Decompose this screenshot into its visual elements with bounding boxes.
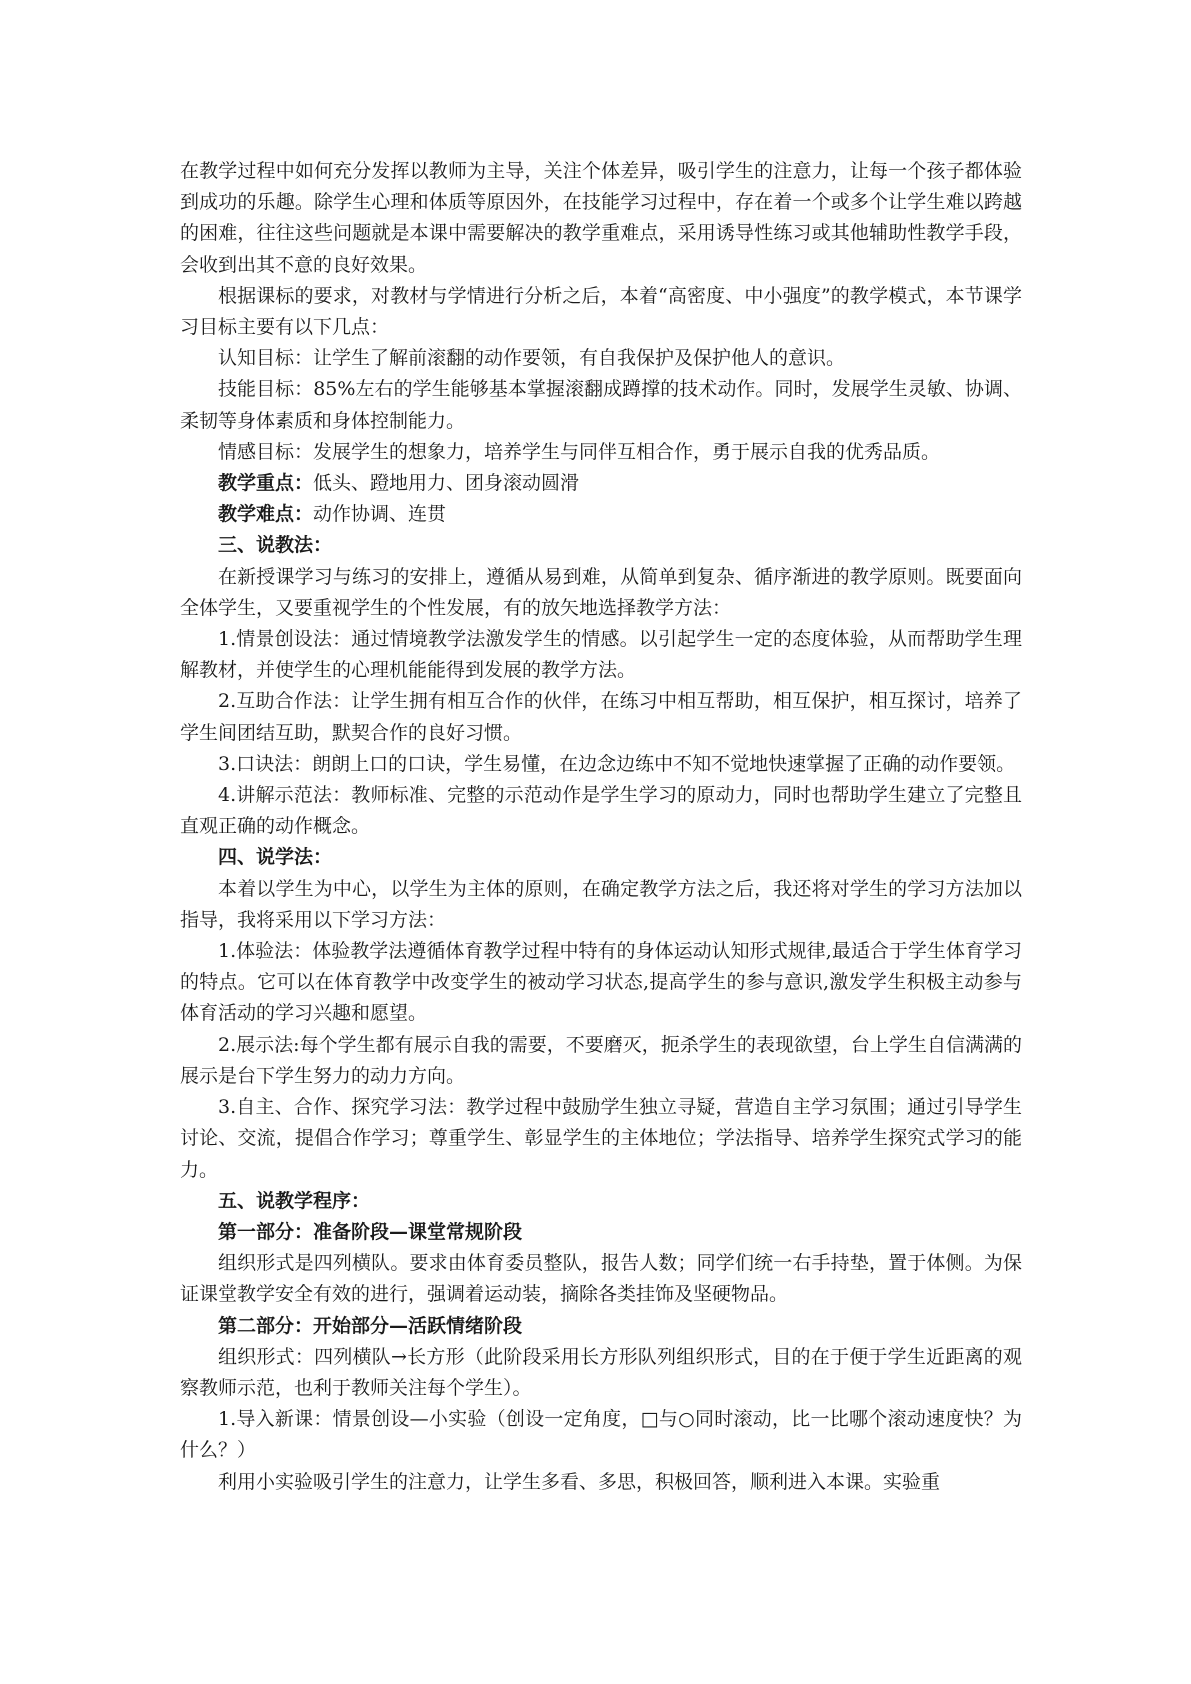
paragraph-emotional-goal: 情感目标：发展学生的想象力，培养学生与同伴互相合作，勇于展示自我的优秀品质。: [218, 440, 941, 463]
key-point-text: 低头、蹬地用力、团身滚动圆滑: [313, 472, 580, 495]
difficulty-line: [180, 499, 1022, 530]
teaching-method-item: 3.口诀法：朗朗上口的口诀，学生易懂，在边念边练中不知不觉地快速掌握了正确的动作要领。: [218, 752, 1016, 775]
learning-method-item: 1.体验法：体验教学法遵循体育教学过程中特有的身体运动认知形式规律,最适合于学生体育学习的特点。它可以在体育教学中改变学生的被动学习状态,提高学生的参与意识,激发学生积极主动参与体育活动的学习兴趣和愿望。: [180, 940, 1022, 1025]
difficulty-text: 动作协调、连贯: [313, 503, 447, 526]
document-body: [180, 156, 1022, 1498]
paragraph-cognitive-goal: 认知目标：让学生了解前滚翻的动作要领，有自我保护及保护他人的意识。: [218, 347, 846, 370]
paragraph-teaching-process: 在教学过程中如何充分发挥以教师为主导，关注个体差异，吸引学生的注意力，让每一个孩子都体验到成功的乐趣。除学生心理和体质等原因外，在技能学习过程中，存在着一个或多个让学生难以跨越的困难，往往这些问题就是本课中需要解决的教学重难点，采用诱导性练习或其他辅助性教学手段，会收到出其不意的良好效果。: [180, 160, 1022, 276]
part1-text: 组织形式是四列横队。要求由体育委员整队，报告人数；同学们统一右手持垫，置于体侧。为保证课堂教学安全有效的进行，强调着运动装，摘除各类挂饰及坚硬物品。: [180, 1252, 1022, 1306]
section-heading-teaching-methods: 三、说教法：: [218, 534, 333, 557]
teaching-method-item: 4.讲解示范法：教师标准、完整的示范动作是学生学习的原动力，同时也帮助学生建立了完整且直观正确的动作概念。: [180, 784, 1022, 838]
difficulty-label: 教学难点：: [218, 503, 314, 526]
section-heading-learning-methods: 四、说学法：: [218, 846, 333, 869]
teaching-method-item: 1.情景创设法：通过情境教学法激发学生的情感。以引起学生一定的态度体验，从而帮助学生理解教材，并使学生的心理机能能得到发展的教学方法。: [180, 628, 1022, 682]
paragraph-skill-goal: 技能目标：85%左右的学生能够基本掌握滚翻成蹲撑的技术动作。同时，发展学生灵敏、协调、柔韧等身体素质和身体控制能力。: [180, 378, 1022, 432]
learning-method-item: 3.自主、合作、探究学习法：教学过程中鼓励学生独立寻疑，营造自主学习氛围；通过引导学生讨论、交流，提倡合作学习；尊重学生、彰显学生的主体地位；学法指导、培养学生探究式学习的能力。: [180, 1096, 1022, 1181]
paragraph-learning-goals-intro: 根据课标的要求，对教材与学情进行分析之后，本着“高密度、中小强度”的教学模式，本节课学习目标主要有以下几点：: [180, 284, 1022, 339]
part2-text: 组织形式：四列横队→长方形（此阶段采用长方形队列组织形式，目的在于便于学生近距离的观察教师示范，也利于教师关注每个学生）。: [180, 1345, 1022, 1399]
learning-method-item: 2.展示法:每个学生都有展示自我的需要，不要磨灭，扼杀学生的表现欲望，台上学生自信满满的展示是台下学生努力的动力方向。: [180, 1033, 1022, 1087]
part2-last-paragraph: 利用小实验吸引学生的注意力，让学生多看、多思，积极回答，顺利进入本课。实验重: [218, 1470, 941, 1493]
learning-methods-intro: 本着以学生为中心，以学生为主体的原则，在确定教学方法之后，我还将对学生的学习方法加以指导，我将采用以下学习方法：: [180, 877, 1022, 931]
part1-heading: 第一部分：准备阶段—课堂常规阶段: [218, 1220, 523, 1243]
key-point-label: 教学重点：: [218, 472, 314, 495]
section-heading-teaching-procedure: 五、说教学程序：: [218, 1189, 371, 1212]
teaching-methods-intro: 在新授课学习与练习的安排上，遵循从易到难，从简单到复杂、循序渐进的教学原则。既要面向全体学生，又要重视学生的个性发展，有的放矢地选择教学方法：: [180, 565, 1022, 619]
part2-heading: 第二部分：开始部分—活跃情绪阶段: [218, 1314, 523, 1337]
teaching-method-item: 2.互助合作法：让学生拥有相互合作的伙伴，在练习中相互帮助，相互保护，相互探讨，培养了学生间团结互助，默契合作的良好习惯。: [180, 690, 1022, 744]
part2-item-new-lesson: 1.导入新课：情景创设—小实验（创设一定角度，□与○同时滚动，比一比哪个滚动速度快？为什么？）: [180, 1408, 1022, 1462]
key-point-line: [180, 468, 1022, 499]
